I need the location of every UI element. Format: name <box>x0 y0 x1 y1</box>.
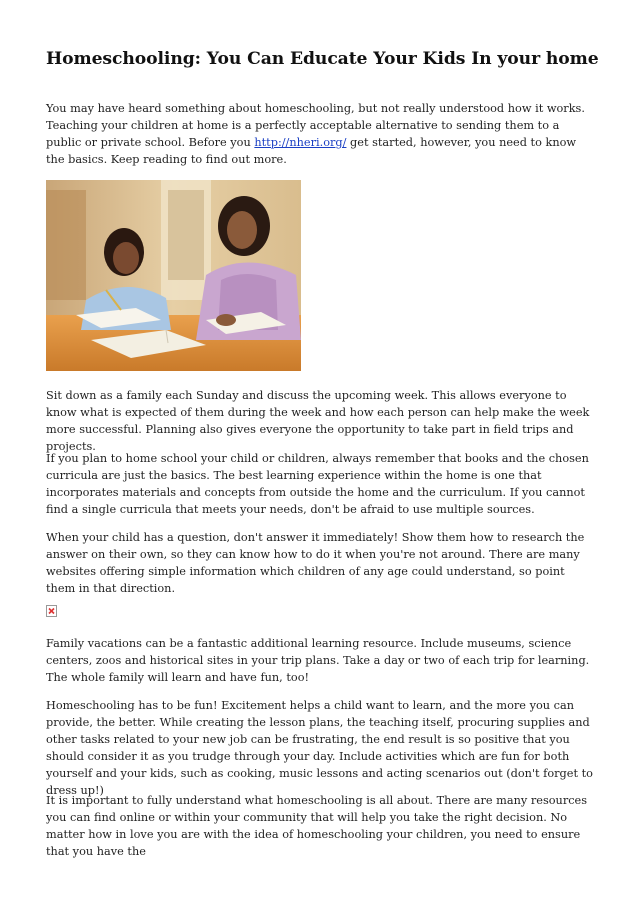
broken-image-icon <box>46 605 57 617</box>
intro-text-after-link: get started, however, you need to know the basics. Keep reading to find out more. <box>46 136 577 166</box>
article-title: Homeschooling: You Can Educate Your Kids In your home <box>46 49 599 69</box>
paragraph-4: Family vacations can be a fantastic additional learning resource. Include museums, science centers, zoos and historical sites in your trip plans. Take a day or two of each trip for learning. The whole family will learn and have fun, too! <box>46 637 590 684</box>
paragraph-1: Sit down as a family each Sunday and discuss the upcoming week. This allows everyone to know what is expected of them during the week and how each person can help make the week more successful. Planning also gives everyone the opportunity to take part in field trips and projects. <box>46 389 590 453</box>
nheri-link[interactable]: http://nheri.org/ <box>254 136 347 149</box>
paragraph-3: When your child has a question, don't answer it immediately! Show them how to research the answer on their own, so they can know how to do it when you're not around. There are many websites offering simple information which children of any age could understand, so point them in that direction. <box>46 531 585 595</box>
mother-daughter-studying-photo <box>46 180 301 371</box>
paragraph-2: If you plan to home school your child or children, always remember that books and the chosen curricula are just the basics. The best learning experience within the home is one that incorporates materials and concepts from outside the home and the curriculum. If you cannot find a single curricula that meets your needs, don't be afraid to use multiple sources. <box>46 452 589 516</box>
intro-text-before-link: You may have heard something about homeschooling, but not really understood how it works. Teaching your children at home is a perfectly acceptable alternative to sending them to a public or private school. Before you <box>46 102 585 149</box>
intro-paragraph <box>46 100 594 168</box>
paragraph-5: Homeschooling has to be fun! Excitement helps a child want to learn, and the more you can provide, the better. While creating the lesson plans, the teaching itself, procuring supplies and other tasks related to your new job can be frustrating, the end result is so positive that you should consider it as you trudge through your day. Include activities which are fun for both yourself and your kids, such as cooking, music lessons and acting scenarios out (don't forget to dress up!) <box>46 699 593 797</box>
photo-illustration <box>46 180 301 371</box>
paragraph-6: It is important to fully understand what homeschooling is all about. There are many resources you can find online or within your community that will help you take the right decision. No matter how in love you are with the idea of homeschooling your children, you need to ensure that you have the <box>46 794 588 858</box>
